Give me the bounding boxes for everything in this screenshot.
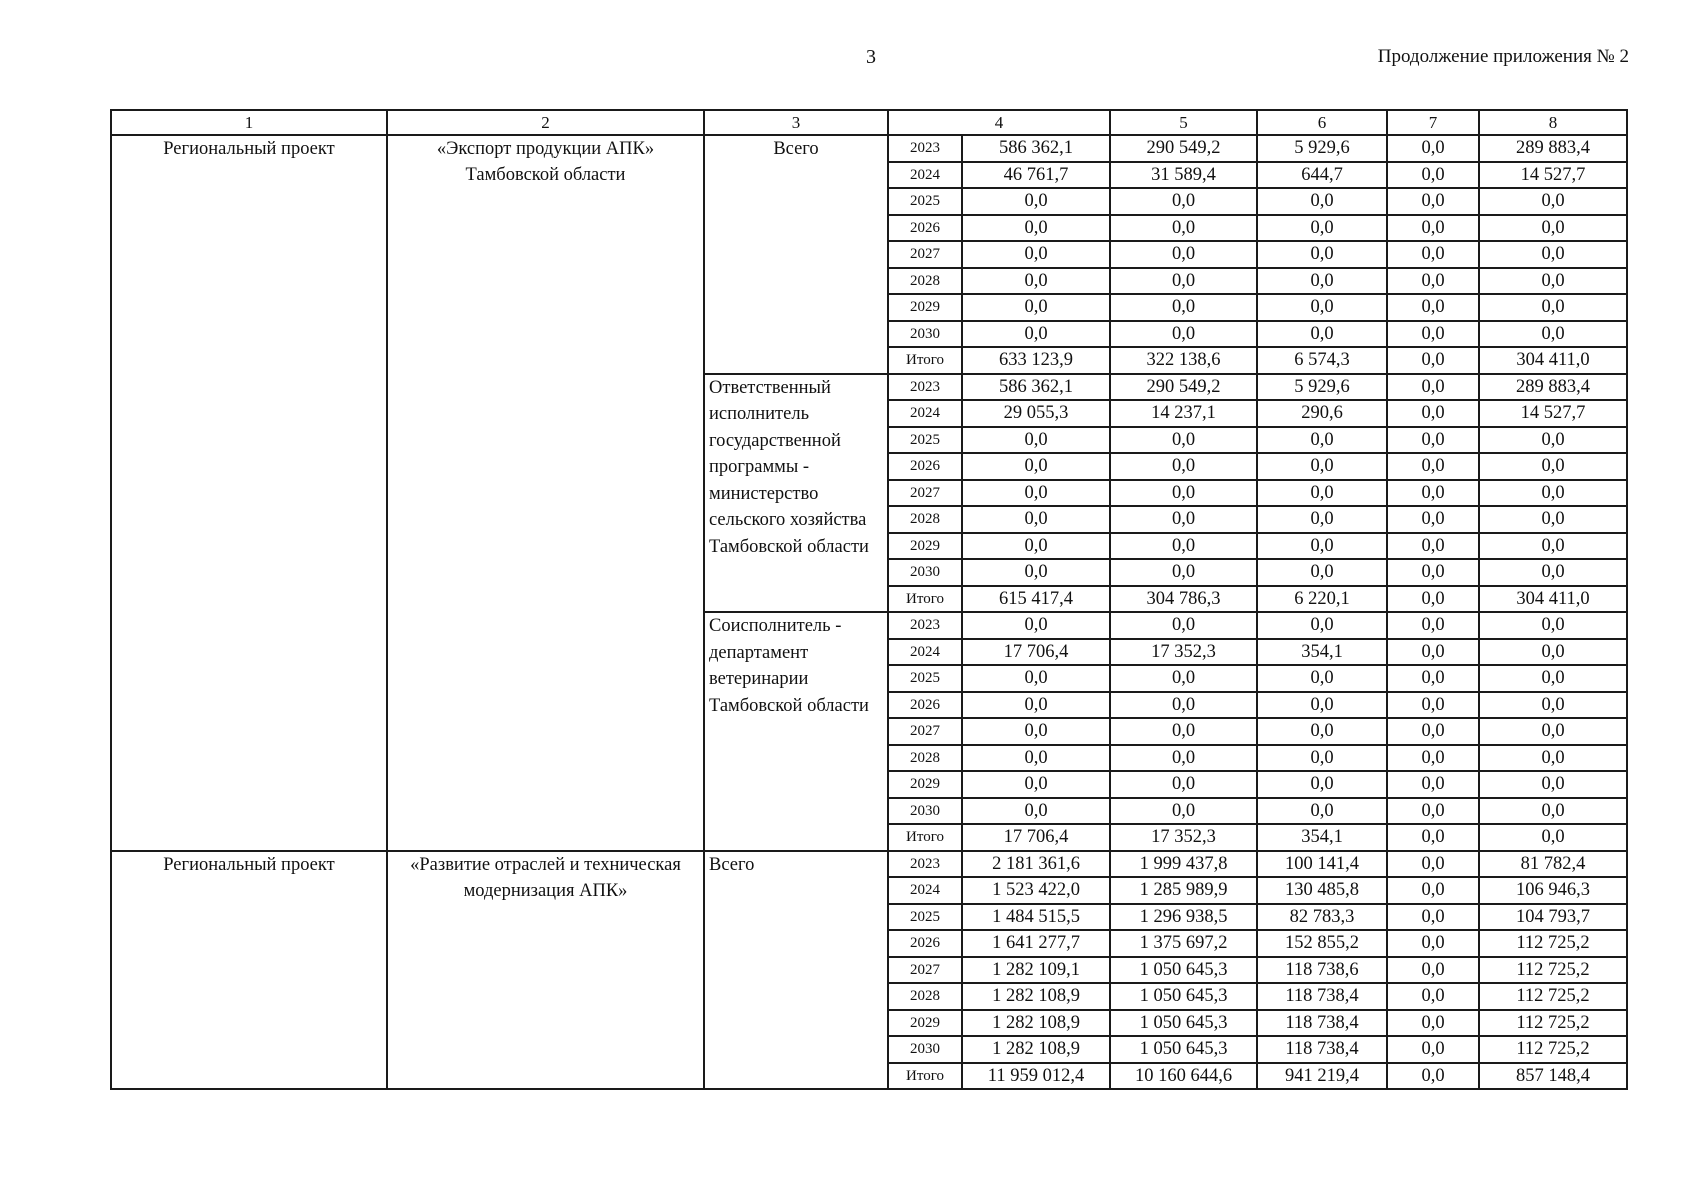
value-cell-6: 0,0	[1257, 506, 1387, 533]
project-type-cell	[111, 851, 387, 1090]
value-cell-6: 0,0	[1257, 692, 1387, 719]
value-cell-6: 118 738,4	[1257, 1036, 1387, 1063]
value-cell-6: 0,0	[1257, 771, 1387, 798]
value-cell-7: 0,0	[1387, 480, 1479, 507]
value-cell-6: 0,0	[1257, 294, 1387, 321]
year-cell: 2027	[888, 718, 962, 745]
value-cell-8: 112 725,2	[1479, 983, 1627, 1010]
year-cell: 2029	[888, 294, 962, 321]
year-cell: 2025	[888, 427, 962, 454]
value-cell-6: 354,1	[1257, 639, 1387, 666]
value-cell-5: 1 296 938,5	[1110, 904, 1257, 931]
value-cell-4: 0,0	[962, 745, 1110, 772]
column-number: 6	[1257, 110, 1387, 135]
value-cell-5: 290 549,2	[1110, 374, 1257, 401]
value-cell-8: 0,0	[1479, 771, 1627, 798]
value-cell-8: 81 782,4	[1479, 851, 1627, 878]
value-cell-7: 0,0	[1387, 533, 1479, 560]
value-cell-7: 0,0	[1387, 983, 1479, 1010]
value-cell-6: 644,7	[1257, 162, 1387, 189]
value-cell-8: 0,0	[1479, 453, 1627, 480]
value-cell-4: 0,0	[962, 294, 1110, 321]
value-cell-4: 0,0	[962, 188, 1110, 215]
value-cell-6: 118 738,4	[1257, 983, 1387, 1010]
year-cell: Итого	[888, 824, 962, 851]
value-cell-8: 0,0	[1479, 692, 1627, 719]
year-cell: 2026	[888, 930, 962, 957]
project-type: Региональный проект	[163, 854, 335, 875]
value-cell-6: 100 141,4	[1257, 851, 1387, 878]
column-number: 5	[1110, 110, 1257, 135]
value-cell-4: 0,0	[962, 559, 1110, 586]
value-cell-8: 0,0	[1479, 480, 1627, 507]
value-cell-4: 0,0	[962, 268, 1110, 295]
value-cell-8: 289 883,4	[1479, 135, 1627, 162]
value-cell-5: 0,0	[1110, 427, 1257, 454]
value-cell-5: 1 050 645,3	[1110, 983, 1257, 1010]
value-cell-4: 29 055,3	[962, 400, 1110, 427]
year-cell: 2024	[888, 639, 962, 666]
value-cell-4: 0,0	[962, 692, 1110, 719]
year-cell: 2030	[888, 559, 962, 586]
value-cell-5: 0,0	[1110, 241, 1257, 268]
value-cell-5: 0,0	[1110, 612, 1257, 639]
value-cell-7: 0,0	[1387, 188, 1479, 215]
value-cell-4: 1 641 277,7	[962, 930, 1110, 957]
value-cell-7: 0,0	[1387, 771, 1479, 798]
value-cell-8: 0,0	[1479, 427, 1627, 454]
value-cell-6: 0,0	[1257, 215, 1387, 242]
column-number-row	[111, 110, 1627, 135]
value-cell-8: 0,0	[1479, 294, 1627, 321]
value-cell-4: 17 706,4	[962, 824, 1110, 851]
value-cell-8: 112 725,2	[1479, 957, 1627, 984]
column-number: 3	[704, 110, 888, 135]
value-cell-4: 1 282 108,9	[962, 1036, 1110, 1063]
year-cell: 2026	[888, 692, 962, 719]
value-cell-5: 10 160 644,6	[1110, 1063, 1257, 1090]
value-cell-5: 17 352,3	[1110, 824, 1257, 851]
value-cell-5: 31 589,4	[1110, 162, 1257, 189]
year-cell: 2025	[888, 665, 962, 692]
value-cell-7: 0,0	[1387, 586, 1479, 613]
value-cell-5: 0,0	[1110, 692, 1257, 719]
value-cell-6: 118 738,4	[1257, 1010, 1387, 1037]
column-number: 4	[888, 110, 1110, 135]
value-cell-8: 106 946,3	[1479, 877, 1627, 904]
value-cell-6: 0,0	[1257, 453, 1387, 480]
value-cell-8: 0,0	[1479, 241, 1627, 268]
value-cell-6: 0,0	[1257, 745, 1387, 772]
value-cell-4: 0,0	[962, 718, 1110, 745]
value-cell-5: 0,0	[1110, 321, 1257, 348]
value-cell-7: 0,0	[1387, 268, 1479, 295]
value-cell-6: 0,0	[1257, 533, 1387, 560]
project-type: Региональный проект	[163, 139, 335, 159]
value-cell-8: 0,0	[1479, 745, 1627, 772]
value-cell-6: 82 783,3	[1257, 904, 1387, 931]
value-cell-8: 0,0	[1479, 824, 1627, 851]
executor-cell: Соисполнитель - департамент ветеринарии Тамбовской области	[704, 612, 888, 851]
value-cell-7: 0,0	[1387, 294, 1479, 321]
value-cell-7: 0,0	[1387, 851, 1479, 878]
year-cell: 2028	[888, 268, 962, 295]
value-cell-7: 0,0	[1387, 215, 1479, 242]
value-cell-4: 615 417,4	[962, 586, 1110, 613]
value-cell-8: 0,0	[1479, 612, 1627, 639]
value-cell-5: 290 549,2	[1110, 135, 1257, 162]
value-cell-4: 633 123,9	[962, 347, 1110, 374]
value-cell-7: 0,0	[1387, 957, 1479, 984]
value-cell-6: 0,0	[1257, 241, 1387, 268]
value-cell-5: 14 237,1	[1110, 400, 1257, 427]
value-cell-8: 304 411,0	[1479, 347, 1627, 374]
value-cell-5: 0,0	[1110, 268, 1257, 295]
value-cell-4: 1 523 422,0	[962, 877, 1110, 904]
project-type-cell	[111, 135, 387, 851]
value-cell-4: 1 282 109,1	[962, 957, 1110, 984]
value-cell-6: 130 485,8	[1257, 877, 1387, 904]
year-cell: 2029	[888, 533, 962, 560]
value-cell-7: 0,0	[1387, 162, 1479, 189]
executor-cell: Всего	[704, 135, 888, 374]
column-number: 1	[111, 110, 387, 135]
year-cell: 2023	[888, 374, 962, 401]
value-cell-4: 0,0	[962, 798, 1110, 825]
year-cell: 2025	[888, 188, 962, 215]
value-cell-5: 17 352,3	[1110, 639, 1257, 666]
value-cell-4: 0,0	[962, 453, 1110, 480]
project-name-cell	[387, 851, 704, 1090]
year-cell: 2026	[888, 215, 962, 242]
value-cell-7: 0,0	[1387, 877, 1479, 904]
value-cell-7: 0,0	[1387, 321, 1479, 348]
value-cell-4: 0,0	[962, 612, 1110, 639]
year-cell: 2023	[888, 612, 962, 639]
value-cell-8: 0,0	[1479, 639, 1627, 666]
year-cell: Итого	[888, 347, 962, 374]
value-cell-8: 0,0	[1479, 268, 1627, 295]
value-cell-4: 0,0	[962, 771, 1110, 798]
value-cell-7: 0,0	[1387, 135, 1479, 162]
project-name-cell	[387, 135, 704, 851]
value-cell-7: 0,0	[1387, 824, 1479, 851]
project-name: «Развитие отраслей и техническая модернизация АПК»	[410, 854, 681, 901]
value-cell-7: 0,0	[1387, 400, 1479, 427]
value-cell-4: 0,0	[962, 241, 1110, 268]
year-cell: 2030	[888, 1036, 962, 1063]
year-cell: 2023	[888, 135, 962, 162]
value-cell-5: 0,0	[1110, 718, 1257, 745]
funding-table	[110, 109, 1628, 1090]
value-cell-6: 152 855,2	[1257, 930, 1387, 957]
value-cell-7: 0,0	[1387, 665, 1479, 692]
value-cell-8: 14 527,7	[1479, 162, 1627, 189]
value-cell-8: 0,0	[1479, 798, 1627, 825]
value-cell-5: 0,0	[1110, 798, 1257, 825]
value-cell-6: 941 219,4	[1257, 1063, 1387, 1090]
value-cell-5: 1 999 437,8	[1110, 851, 1257, 878]
value-cell-5: 322 138,6	[1110, 347, 1257, 374]
value-cell-4: 11 959 012,4	[962, 1063, 1110, 1090]
appendix-continuation-label: Продолжение приложения № 2	[1377, 46, 1629, 67]
project-name: «Экспорт продукции АПК» Тамбовской области	[436, 139, 655, 185]
year-cell: 2025	[888, 904, 962, 931]
year-cell: 2028	[888, 983, 962, 1010]
value-cell-5: 1 375 697,2	[1110, 930, 1257, 957]
value-cell-4: 0,0	[962, 665, 1110, 692]
value-cell-5: 0,0	[1110, 215, 1257, 242]
value-cell-7: 0,0	[1387, 745, 1479, 772]
value-cell-4: 0,0	[962, 506, 1110, 533]
value-cell-5: 1 050 645,3	[1110, 957, 1257, 984]
value-cell-8: 0,0	[1479, 533, 1627, 560]
value-cell-7: 0,0	[1387, 639, 1479, 666]
value-cell-6: 5 929,6	[1257, 374, 1387, 401]
executor-cell: Всего	[704, 851, 888, 1090]
value-cell-6: 118 738,6	[1257, 957, 1387, 984]
year-cell: 2030	[888, 321, 962, 348]
value-cell-5: 0,0	[1110, 665, 1257, 692]
year-cell: 2024	[888, 877, 962, 904]
year-cell: 2024	[888, 162, 962, 189]
value-cell-8: 304 411,0	[1479, 586, 1627, 613]
value-cell-7: 0,0	[1387, 612, 1479, 639]
year-cell: 2027	[888, 480, 962, 507]
year-cell: 2030	[888, 798, 962, 825]
year-cell: Итого	[888, 586, 962, 613]
table-row	[111, 135, 1627, 162]
value-cell-8: 104 793,7	[1479, 904, 1627, 931]
value-cell-8: 857 148,4	[1479, 1063, 1627, 1090]
year-cell: 2028	[888, 506, 962, 533]
value-cell-7: 0,0	[1387, 1063, 1479, 1090]
value-cell-5: 0,0	[1110, 533, 1257, 560]
value-cell-6: 0,0	[1257, 559, 1387, 586]
value-cell-8: 0,0	[1479, 559, 1627, 586]
year-cell: 2024	[888, 400, 962, 427]
year-cell: 2029	[888, 1010, 962, 1037]
year-cell: 2028	[888, 745, 962, 772]
value-cell-4: 1 282 108,9	[962, 983, 1110, 1010]
value-cell-8: 112 725,2	[1479, 1036, 1627, 1063]
value-cell-6: 0,0	[1257, 480, 1387, 507]
executor-cell: Ответственный исполнитель государственной программы - министерство сельского хозяйства Тамбовской области	[704, 374, 888, 613]
value-cell-5: 1 285 989,9	[1110, 877, 1257, 904]
column-number: 2	[387, 110, 704, 135]
value-cell-7: 0,0	[1387, 904, 1479, 931]
value-cell-7: 0,0	[1387, 798, 1479, 825]
value-cell-8: 0,0	[1479, 718, 1627, 745]
value-cell-5: 0,0	[1110, 506, 1257, 533]
year-cell: 2027	[888, 241, 962, 268]
value-cell-6: 0,0	[1257, 268, 1387, 295]
value-cell-6: 5 929,6	[1257, 135, 1387, 162]
value-cell-6: 0,0	[1257, 718, 1387, 745]
value-cell-7: 0,0	[1387, 347, 1479, 374]
value-cell-6: 0,0	[1257, 798, 1387, 825]
value-cell-5: 1 050 645,3	[1110, 1010, 1257, 1037]
value-cell-6: 354,1	[1257, 824, 1387, 851]
value-cell-4: 1 282 108,9	[962, 1010, 1110, 1037]
value-cell-4: 0,0	[962, 480, 1110, 507]
value-cell-8: 0,0	[1479, 215, 1627, 242]
value-cell-7: 0,0	[1387, 453, 1479, 480]
column-number: 7	[1387, 110, 1479, 135]
column-number: 8	[1479, 110, 1627, 135]
year-cell: 2023	[888, 851, 962, 878]
value-cell-7: 0,0	[1387, 1010, 1479, 1037]
value-cell-7: 0,0	[1387, 718, 1479, 745]
value-cell-7: 0,0	[1387, 427, 1479, 454]
table-body	[111, 110, 1627, 1089]
value-cell-7: 0,0	[1387, 1036, 1479, 1063]
year-cell: 2027	[888, 957, 962, 984]
value-cell-5: 0,0	[1110, 294, 1257, 321]
value-cell-6: 290,6	[1257, 400, 1387, 427]
value-cell-8: 0,0	[1479, 188, 1627, 215]
value-cell-4: 0,0	[962, 533, 1110, 560]
value-cell-7: 0,0	[1387, 241, 1479, 268]
value-cell-5: 0,0	[1110, 453, 1257, 480]
value-cell-4: 17 706,4	[962, 639, 1110, 666]
value-cell-7: 0,0	[1387, 506, 1479, 533]
year-cell: Итого	[888, 1063, 962, 1090]
value-cell-5: 0,0	[1110, 188, 1257, 215]
page-number: 3	[866, 46, 876, 68]
value-cell-8: 0,0	[1479, 506, 1627, 533]
value-cell-5: 0,0	[1110, 480, 1257, 507]
value-cell-7: 0,0	[1387, 930, 1479, 957]
value-cell-5: 0,0	[1110, 745, 1257, 772]
value-cell-4: 0,0	[962, 215, 1110, 242]
value-cell-6: 0,0	[1257, 188, 1387, 215]
value-cell-6: 0,0	[1257, 427, 1387, 454]
value-cell-8: 14 527,7	[1479, 400, 1627, 427]
year-cell: 2026	[888, 453, 962, 480]
value-cell-4: 586 362,1	[962, 374, 1110, 401]
value-cell-5: 0,0	[1110, 771, 1257, 798]
value-cell-6: 0,0	[1257, 665, 1387, 692]
value-cell-8: 112 725,2	[1479, 1010, 1627, 1037]
value-cell-5: 0,0	[1110, 559, 1257, 586]
value-cell-4: 2 181 361,6	[962, 851, 1110, 878]
value-cell-4: 46 761,7	[962, 162, 1110, 189]
value-cell-5: 1 050 645,3	[1110, 1036, 1257, 1063]
value-cell-7: 0,0	[1387, 374, 1479, 401]
value-cell-8: 0,0	[1479, 665, 1627, 692]
value-cell-4: 0,0	[962, 321, 1110, 348]
value-cell-6: 0,0	[1257, 321, 1387, 348]
value-cell-6: 6 574,3	[1257, 347, 1387, 374]
value-cell-6: 0,0	[1257, 612, 1387, 639]
table-row	[111, 851, 1627, 878]
value-cell-7: 0,0	[1387, 692, 1479, 719]
value-cell-6: 6 220,1	[1257, 586, 1387, 613]
value-cell-8: 289 883,4	[1479, 374, 1627, 401]
value-cell-5: 304 786,3	[1110, 586, 1257, 613]
year-cell: 2029	[888, 771, 962, 798]
value-cell-4: 586 362,1	[962, 135, 1110, 162]
value-cell-7: 0,0	[1387, 559, 1479, 586]
value-cell-8: 112 725,2	[1479, 930, 1627, 957]
value-cell-8: 0,0	[1479, 321, 1627, 348]
value-cell-4: 1 484 515,5	[962, 904, 1110, 931]
value-cell-4: 0,0	[962, 427, 1110, 454]
